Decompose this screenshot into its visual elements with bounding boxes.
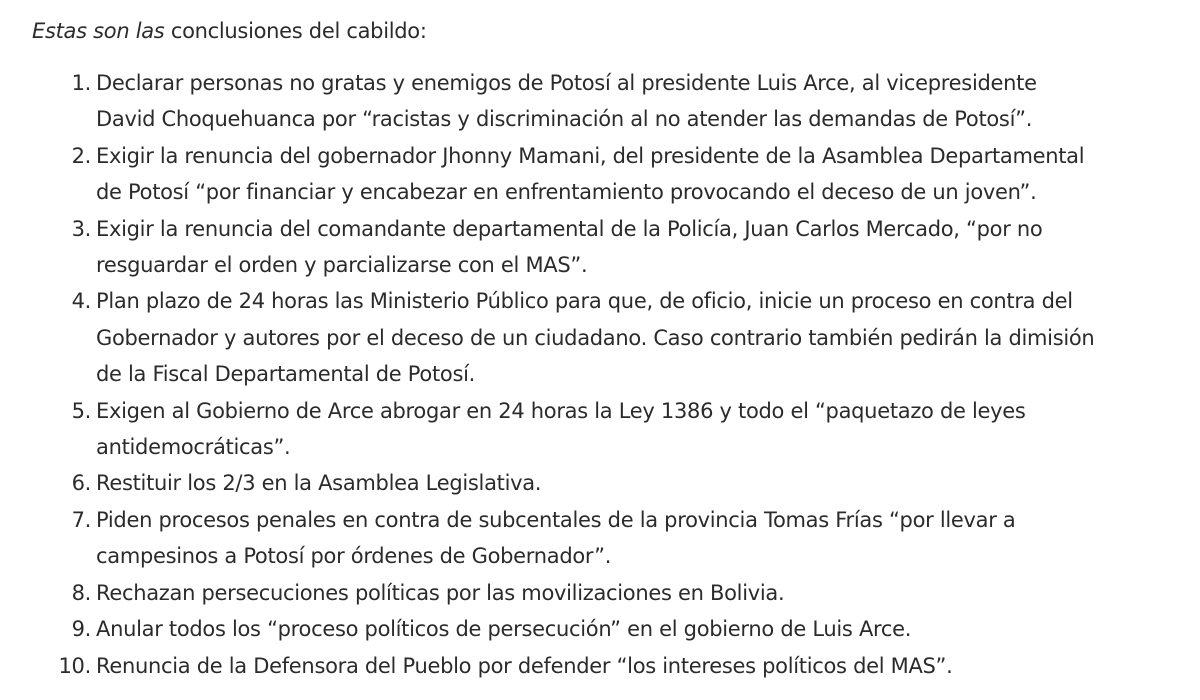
list-item-text-line: de la Fiscal Departamental de Potosí. <box>96 362 476 387</box>
list-item-text-line: Plan plazo de 24 horas las Ministerio Público para que, de oficio, inicie un proceso en contra del <box>96 289 1073 314</box>
list-item-text-line: Exigen al Gobierno de Arce abrogar en 24 horas la Ley 1386 y todo el “paquetazo de leyes <box>96 398 1026 423</box>
list-item-number: 4. <box>71 289 91 314</box>
list-item-number: 1. <box>71 71 91 95</box>
list-item-text-line: Anular todos los “proceso políticos de persecución” en el gobierno de Luis Arce. <box>96 617 912 642</box>
conclusions-list <box>32 65 1200 684</box>
list-item-text-line: campesinos a Potosí por órdenes de Gobernador”. <box>96 544 612 569</box>
list-item-number: 8. <box>71 580 91 605</box>
list-item <box>32 648 1200 684</box>
list-item-text-line: Restituir los 2/3 en la Asamblea Legislativa. <box>96 471 542 496</box>
list-item-text-line: resguardar el orden y parcializarse con el MAS”. <box>96 253 588 278</box>
list-item-text-line: David Choquehuanca por “racistas y discriminación al no atender las demandas de Potosí”. <box>96 107 1033 132</box>
list-item <box>32 393 1200 466</box>
list-item-text-line: Gobernador y autores por el deceso de un ciudadano. Caso contrario también pedirán la dimisión <box>96 325 1095 350</box>
list-item <box>32 502 1200 575</box>
list-item-number: 10. <box>58 653 91 678</box>
list-item-number: 6. <box>71 471 91 496</box>
list-item-text-line: de Potosí “por financiar y encabezar en enfrentamiento provocando el deceso de un joven”. <box>96 180 1037 205</box>
list-item-text-line: Exigir la renuncia del gobernador Jhonny Mamani, del presidente de la Asamblea Departamental <box>96 143 1085 168</box>
list-item-text-line: Renuncia de la Defensora del Pueblo por defender “los intereses políticos del MAS”. <box>96 653 953 678</box>
intro-paragraph <box>32 14 1200 48</box>
list-item-text-line: Declarar personas no gratas y enemigos de Potosí al presidente Luis Arce, al vicepresidente <box>96 71 1037 95</box>
list-item <box>32 138 1200 211</box>
intro-text: conclusiones del cabildo: <box>164 19 427 43</box>
list-item <box>32 65 1200 138</box>
list-item-text-line: Piden procesos penales en contra de subcentales de la provincia Tomas Frías “por llevar a <box>96 507 1016 532</box>
list-item <box>32 211 1200 284</box>
list-item-number: 5. <box>71 398 91 423</box>
list-item-text-line: Rechazan persecuciones políticas por las movilizaciones en Bolivia. <box>96 580 785 605</box>
list-item <box>32 611 1200 647</box>
list-item <box>32 465 1200 501</box>
list-item-number: 7. <box>71 507 91 532</box>
list-item-text-line: Exigir la renuncia del comandante departamental de la Policía, Juan Carlos Mercado, “por no <box>96 216 1043 241</box>
list-item-text-line: antidemocráticas”. <box>96 435 291 460</box>
intro-italic-text: Estas son las <box>32 19 165 43</box>
list-item-number: 3. <box>71 216 91 241</box>
list-item-number: 2. <box>71 143 91 168</box>
list-item <box>32 575 1200 611</box>
list-item <box>32 283 1200 392</box>
list-item-number: 9. <box>71 617 91 642</box>
